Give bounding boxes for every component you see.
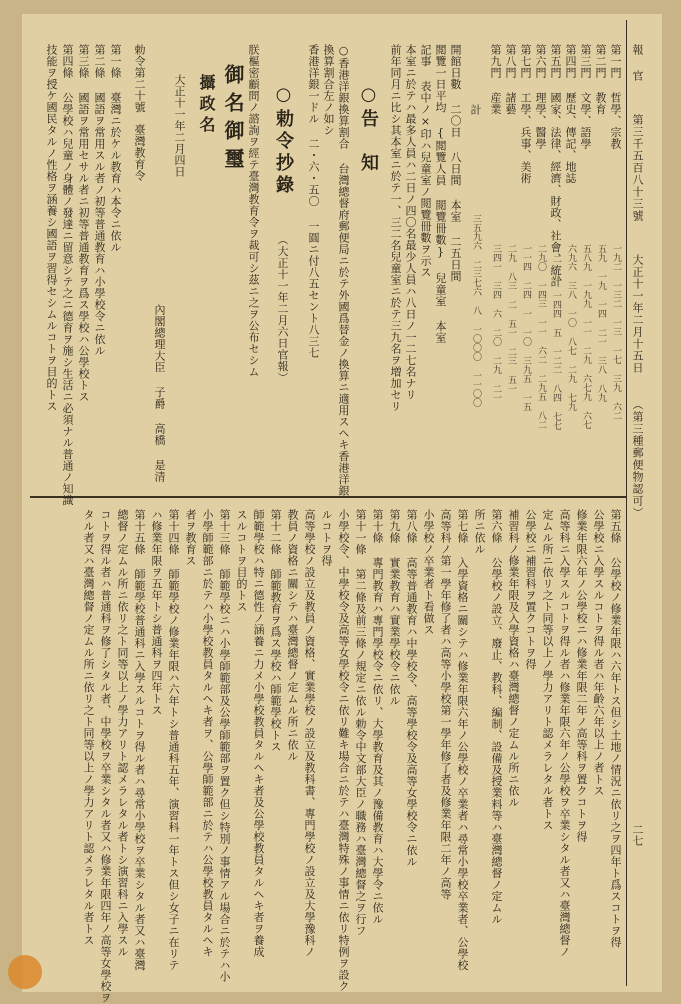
stats-row-label: 第八門 諸藝 xyxy=(504,44,517,115)
article-line: 第十三條 師範學校ニハ小學師範部及公學師範部ヲ置ク但シ特別ノ事情アル場合ニ於テハ小 xyxy=(218,509,231,983)
edict-number: 勅令第二十號 xyxy=(133,44,146,113)
edict-minister: 內閣總理大臣 子爵 高橋 是清 xyxy=(153,304,166,483)
library-note: 前年同月ニ比シ其本室ニ於テ一、三二名兒童室ニ於テ三九名ヲ増加セリ xyxy=(389,44,402,412)
article-line: 小學校令、中學校令及高等女學校令ニ依リ難キ場合ニ於テハ臺灣特殊ノ事情ニ依リ特例ヲ設ク xyxy=(337,509,350,992)
header-rule xyxy=(626,20,627,986)
article-line: 第九條 實業教育ハ實業學校令ニ依ル xyxy=(388,509,401,707)
stats-row-label: 第六門 理學、醫學 xyxy=(534,44,547,150)
notice-heading: ○告 知 xyxy=(358,84,379,175)
library-note: 本室ニ於テハ最多人員ハ二日ノ四〇名最少人員ハ八日ノ一二七名ナリ xyxy=(404,44,417,401)
article-line: 者ヲ教育ス xyxy=(184,509,197,567)
stats-total-numbers: 三五九六 二三七六 八 一〇〇〇 一一〇〇 xyxy=(471,214,481,407)
article-line: コトヲ得ル者ハ普通科ヲ修了シタル者、中學校ヲ卒業シタル者又ハ修業年限四年ノ高等女學校ヲ xyxy=(99,509,112,1004)
article-line: 高等學校ノ設立及教員ノ資格、實業學校ノ設立及教科書、專門學校ノ設立及大學豫科ノ xyxy=(303,509,316,958)
edict-sign-date: 大正十一年二月四日 xyxy=(173,74,186,178)
stats-row-label: 第七門 工學、兵事、美術 xyxy=(519,44,532,184)
journal-title: 報 官 xyxy=(631,44,644,82)
article-line: 第二條 國語ヲ常用スル者ノ初等普通教育ハ小學校令ニ依ル xyxy=(93,44,106,357)
article-line: 第十條 專門教育ハ專門學校令ニ依リ、大學教育及其ノ豫備教育ハ大學令ニ依ル xyxy=(371,509,384,925)
notice-line: 香港洋銀一ドル 二・六・五〇 一圓ニ付八五セント八三七 xyxy=(307,44,320,359)
article-line: 第八條 高等普通教育ハ中學校令、高等學校令及高等女學校令ニ依ル xyxy=(405,509,418,868)
stats-row-numbers: 二九 八三 二 五一 二三 五一 xyxy=(506,244,516,393)
article-line: 第三條 國語ヲ常用セサル者ニ初等普通教育ヲ爲ス學校ハ公學校トス xyxy=(77,44,90,403)
edict-date-note: （大正十一年二月六日官報） xyxy=(276,234,289,384)
stats-total-label: 計 xyxy=(469,104,482,116)
article-line: 公學校ニ補習科ヲ置クコトヲ得 xyxy=(524,509,537,670)
article-line: 第十五條 師範學校普通科ニ入學スルコトヲ得ル者ハ尋常小學校ヲ卒業シタル者又ハ臺灣 xyxy=(133,509,146,971)
stats-row-numbers: 一一四 二四 一 一〇 三九五 一五 xyxy=(521,244,531,411)
article-line: 總督ノ定ムル所ニ依リ之ト同等以上ノ學力アリト認メラレタル者トシ演習科ニ入學スル xyxy=(116,509,129,958)
stats-row-numbers: 二九〇 一四三 一一 六二 二九五 八二 xyxy=(536,244,546,429)
article-line: スルコトヲ目的トス xyxy=(235,509,248,613)
stats-row-numbers: 六九六 三八 一〇 八七 二九 七九 xyxy=(566,244,576,411)
section-divider xyxy=(30,496,626,498)
stats-row-label: 第二門 教育 xyxy=(594,44,607,115)
library-stamp-icon xyxy=(8,955,42,989)
stats-row-label: 第四門 歷史、傳記、地誌 xyxy=(564,44,577,184)
stats-row-label: 第五門 國家、法律、經濟、財政、社會、統計 xyxy=(549,44,562,288)
stats-row-label: 第九門 産業 xyxy=(489,44,502,115)
stats-row-label: 第三門 文學、語學 xyxy=(579,44,592,150)
article-line: 第十四條 師範學校ノ修業年限ハ六年トシ普通科五年、演習科一年トス但シ女子ニ在リテ xyxy=(167,509,180,971)
article-line: 師範學校ハ特ニ德性ノ涵養ニ力メ小學校教員タルヘキ者及公學校教員タルヘキ者ヲ養成 xyxy=(252,509,265,958)
article-line: 公學校ニ入學スルコトヲ得ル者ハ年齡六年以上ノ者トス xyxy=(592,509,605,797)
notice-line: ○香港洋銀換算割合 台灣總督府郵便局ニ於テ外國爲替金ノ換算ニ適用スヘキ香港洋銀 xyxy=(337,44,350,497)
library-note: 閲覽一日平均 {閲覽人員 閲覽冊數} 兒童室 本室 xyxy=(434,44,447,344)
article-line: 第五條 公學校ノ修業年限ハ六年トス但シ土地ノ情況ニ依リ之ヲ四年ト爲スコトヲ得 xyxy=(609,509,622,948)
article-line: 第十一條 第二條及前三條ノ規定ニ依ル勅令中文部大臣ノ職務ハ臺灣總督之ヲ行フ xyxy=(354,509,367,937)
article-line: タル者又ハ臺灣總督ノ定ムル所ニ依リ之ト同等以上ノ學力アリト認メラレタル者トス xyxy=(82,509,95,946)
edict-preamble: 朕樞密顧問ノ諮詢ヲ經テ臺灣教育令ヲ裁可シ茲ニ之ヲ公布セシム xyxy=(247,44,260,378)
article-line: 教員ノ資格ニ關シテハ臺灣總督ノ定ムル所ニ依ル xyxy=(286,509,299,762)
edict-name: 臺灣教育令 xyxy=(133,124,146,182)
article-line: 第一條 臺灣ニ於ケル教育ハ本令ニ依ル xyxy=(109,44,122,253)
article-line: ルコトヲ得 xyxy=(320,509,333,567)
issue-number: 第三千五百八十三號 xyxy=(631,114,644,222)
article-line: 小學校ノ卒業者ト看做ス xyxy=(422,509,435,636)
article-line: 第七條 入學資格ニ關シテハ修業年限六年ノ公學校ノ卒業者ハ尋常小學校卒業者、公學校 xyxy=(456,509,469,971)
library-note: 開館日數 二〇日 八日間 本室 二五日間 xyxy=(449,44,462,282)
article-line: 小學師範部ニ於テハ小學校教員タルヘキ者ヲ、公學師範部ニ於テハ公學校教員タルヘキ xyxy=(201,509,214,958)
article-line: 修業年限六年ノ公學校ニハ修業年限二年ノ高等科ヲ置クコトヲ得 xyxy=(575,509,588,843)
stats-row-numbers: 二一八 一四四 五 一二二 八四 七七 xyxy=(551,254,561,430)
gazette-page xyxy=(22,14,662,1004)
imperial-signature: 御名御璽 xyxy=(221,64,245,176)
article-line: 高等科ノ第一學年修了者ハ高等小學校第一學年修了者及修業年限二年ノ高等 xyxy=(439,509,452,900)
stats-row-numbers: 一九二 一三二 一三 一七 三九 六二 xyxy=(611,244,621,420)
article-line: 高等科ニ入學スルコトヲ得ル者ハ修業年限六年ノ公學校ヲ卒業シタル者又ハ臺灣總督ノ xyxy=(558,509,571,958)
article-line: 所ニ依ル xyxy=(473,509,486,555)
stats-row-numbers: 三四一 三四 六 二〇 二九 二一 xyxy=(491,244,501,402)
article-line: 第十二條 師範教育ヲ爲ス學校ハ師範學校トス xyxy=(269,509,282,753)
article-line: 第六條 公學校ノ設立、廢止、教科、編制、設備及授業料等ハ臺灣總督ノ定ムル xyxy=(490,509,503,925)
page-number: 二七 xyxy=(631,824,644,846)
article-line: 技能ヲ授ケ國民タルノ性格ヲ涵養シ國語ヲ習得セシムルコトヲ目的トス xyxy=(45,44,58,412)
stats-row-label: 第一門 哲學、宗教 xyxy=(609,44,622,150)
article-line: 補習科ノ修業年限及入學資格ハ臺灣總督ノ定ムル所ニ依ル xyxy=(507,509,520,808)
edict-heading: ○勅令抄錄 xyxy=(273,84,294,197)
notice-line: 換算割合左ノ如シ xyxy=(322,44,335,136)
postal-note: （第三種郵便物認可） xyxy=(631,399,644,519)
article-line: 第四條 公學校ハ兒童ノ身體ノ發達ニ留意シテ之ニ德育ヲ施シ生活ニ必須ナル普通ノ知識 xyxy=(61,44,74,506)
stats-row-numbers: 五九 一九 一四 二一 三八 八九 xyxy=(596,244,606,402)
regent-signature: 攝政名 xyxy=(197,74,216,137)
issue-date: 大正十一年二月十五日 xyxy=(631,254,644,374)
article-line: ハ修業年限ヲ五年トシ普通科ヲ四年トス xyxy=(150,509,163,716)
article-line: 定ムル所ニ依リ之ト同等以上ノ學力アリト認メラレタル者トス xyxy=(541,509,554,831)
library-note: 記事 表中ノ×印ハ兒童室ノ閲覽冊數ヲ示ス xyxy=(419,44,432,278)
stats-row-numbers: 五八九 一九九 一一 二九 六七九 六七 xyxy=(581,244,591,429)
